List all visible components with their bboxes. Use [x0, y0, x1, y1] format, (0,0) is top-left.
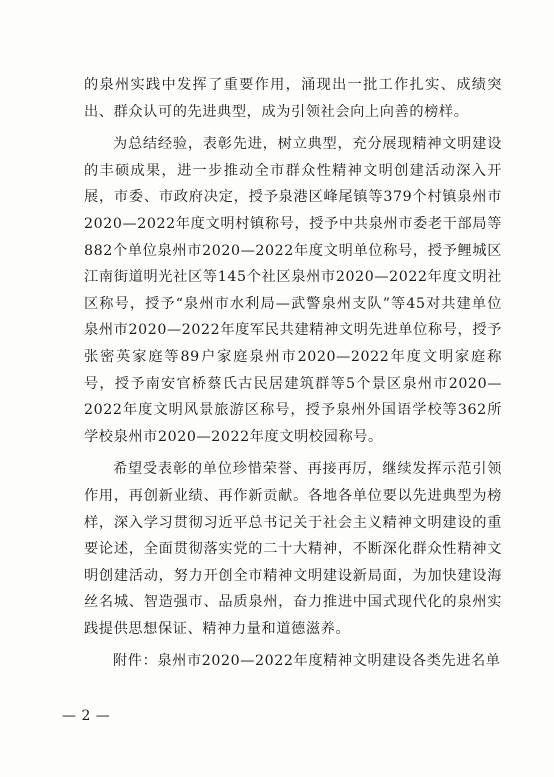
paragraph-expectation: 希望受表彰的单位珍惜荣誉、再接再厉，继续发挥示范引领作用，再创新业绩、再作新贡献。各地各单位要以先进典型为榜样，深入学习贯彻习近平总书记关于社会主义精神文明建设的重要论述，全面贯彻落实党的二十大精神，不断深化群众性精神文明创建活动，努力开创全市精神文明建设新局面，为加快建设海丝名城、智造强市、品质泉州，奋力推进中国式现代化的泉州实践提供思想保证、精神力量和道德滋养。 [84, 461, 502, 637]
page-number: — 2 — [62, 708, 111, 724]
attachment-line: 附件：泉州市2020—2022年度精神文明建设各类先进名单 [113, 653, 501, 670]
body-text [84, 72, 502, 675]
paragraph-continuation: 的泉州实践中发挥了重要作用，涌现出一批工作扎实、成绩突出、群众认可的先进典型，成为引领社会向上向善的榜样。 [84, 77, 502, 120]
paragraph-commendation: 为总结经验，表彰先进，树立典型，充分展现精神文明建设的丰硕成果，进一步推动全市群众性精神文明创建活动深入开展，市委、市政府决定，授予泉港区峰尾镇等379个村镇泉州市2020—2022年度文明村镇称号，授予中共泉州市委老干部局等882个单位泉州市2020—2022年度文明单位称号，授予鲤城区江南街道明光社区等145个社区泉州市2020—2022年度文明社区称号，授予“泉州市水利局—武警泉州支队”等45对共建单位泉州市2020—2022年度军民共建精神文明先进单位称号，授予张密英家庭等89户家庭泉州市2020—2022年度文明家庭称号，授予南安官桥蔡氏古民居建筑群等5个景区泉州市2020—2022年度文明风景旅游区称号，授予泉州外国语学校等362所学校泉州市2020—2022年度文明校园称号。 [84, 136, 502, 445]
